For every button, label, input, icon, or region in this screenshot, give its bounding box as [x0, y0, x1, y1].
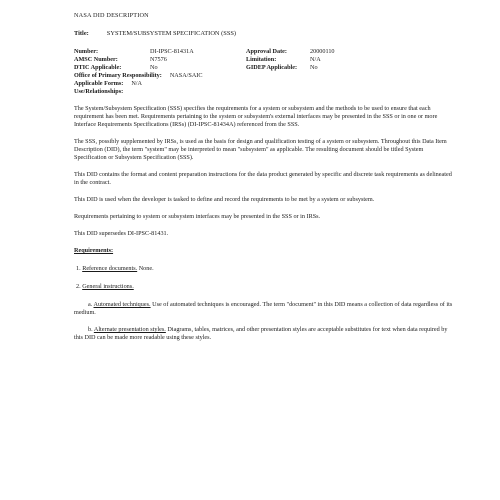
spacer: [74, 96, 460, 105]
approval-date-label: Approval Date:: [246, 48, 287, 55]
sub-item: [74, 326, 454, 342]
number-label: Number:: [74, 48, 99, 55]
body-paragraph: The SSS, possibly supplemented by IRSs, is used as the basis for design and qualification testing of a system or subsystem. Throughout this Data Item Description (DID), the term "system" may be interpreted to mean "subsystem" as applicable. The resulting document should be titled System Specification or Subsystem Specification (SSS).: [74, 138, 447, 161]
number-field: [74, 48, 246, 56]
gidep-field: [246, 64, 416, 72]
amsc-number-label: AMSC Number:: [74, 56, 118, 63]
body-paragraph: This DID supersedes DI-IPSC-81431.: [74, 230, 169, 237]
use-relationships-label: Use/Relationships:: [74, 88, 124, 95]
applicable-forms-label: Applicable Forms:: [74, 80, 124, 87]
metadata-grid: [74, 48, 460, 72]
amsc-number-value: N7576: [150, 56, 167, 63]
approval-date-value: 20000110: [310, 48, 335, 55]
limitation-label: Limitation:: [246, 56, 277, 63]
title-value: SYSTEM/SUBSYSTEM SPECIFICATION (SSS): [106, 30, 237, 37]
body-paragraph: The System/Subsystem Specification (SSS) specifies the requirements for a system or subsystem and the methods to be used to ensure that each requirement has been met. Requirements pertaining to the system or subsystem's external interfaces may be presented in the SSS or in one or more Interface Requirements Specifications (IRSs) (DI-IPSC-81434A) referenced from the SSS.: [74, 105, 438, 128]
limitation-value: N/A: [310, 56, 321, 63]
applicable-forms-field: [74, 80, 460, 88]
sub-item-text: Diagrams, tables, matrices, and other presentation styles are acceptable substitutes for text when data required by this DID can be made more readable using these styles.: [74, 326, 448, 341]
requirements-heading: Requirements:: [74, 247, 114, 254]
body-paragraph: This DID is used when the developer is tasked to define and record the requirements to be met by a system or subsystem.: [74, 196, 375, 203]
sub-item-number: b.: [88, 326, 93, 333]
sub-item-title: Automated techniques.: [93, 301, 151, 308]
sub-item-text: Use of automated techniques is encouraged. The term "document" in this DID means a collection of data regardless of its medium.: [74, 301, 453, 316]
limitation-field: [246, 56, 416, 64]
amsc-number-field: [74, 56, 246, 64]
applicable-forms-value: N/A: [131, 80, 142, 87]
requirement-item: [76, 283, 460, 291]
approval-date-field: [246, 48, 416, 56]
requirement-item: [76, 265, 460, 273]
item-number: 2.: [76, 283, 81, 290]
title-label: Title:: [74, 30, 89, 37]
sub-item: [74, 301, 454, 317]
body-paragraph: This DID contains the format and content preparation instructions for the data product generated by specific and discrete task requirements as delineated in the contract.: [74, 171, 452, 186]
item-text: None.: [138, 265, 154, 272]
gidep-value: No: [310, 64, 318, 71]
document-header: NASA DID DESCRIPTION: [74, 12, 149, 19]
number-value: DI-IPSC-81431A: [150, 48, 194, 55]
dtic-label: DTIC Applicable:: [74, 64, 122, 71]
sub-item-title: Alternate presentation styles.: [93, 326, 166, 333]
item-title: Reference documents.: [82, 265, 138, 272]
dtic-value: No: [150, 64, 158, 71]
title-row: [74, 30, 460, 38]
gidep-label: GIDEP Applicable:: [246, 64, 298, 71]
office-field: [74, 72, 460, 80]
sub-item-number: a.: [88, 301, 93, 308]
body-paragraph: Requirements pertaining to system or subsystem interfaces may be presented in the SSS or in IRSs.: [74, 213, 321, 220]
item-title: General instructions.: [82, 283, 134, 290]
use-relationships-field: [74, 88, 460, 96]
office-label: Office of Primary Responsibility:: [74, 72, 162, 79]
item-number: 1.: [76, 265, 81, 272]
dtic-field: [74, 64, 246, 72]
office-value: NASA/SAIC: [169, 72, 203, 79]
